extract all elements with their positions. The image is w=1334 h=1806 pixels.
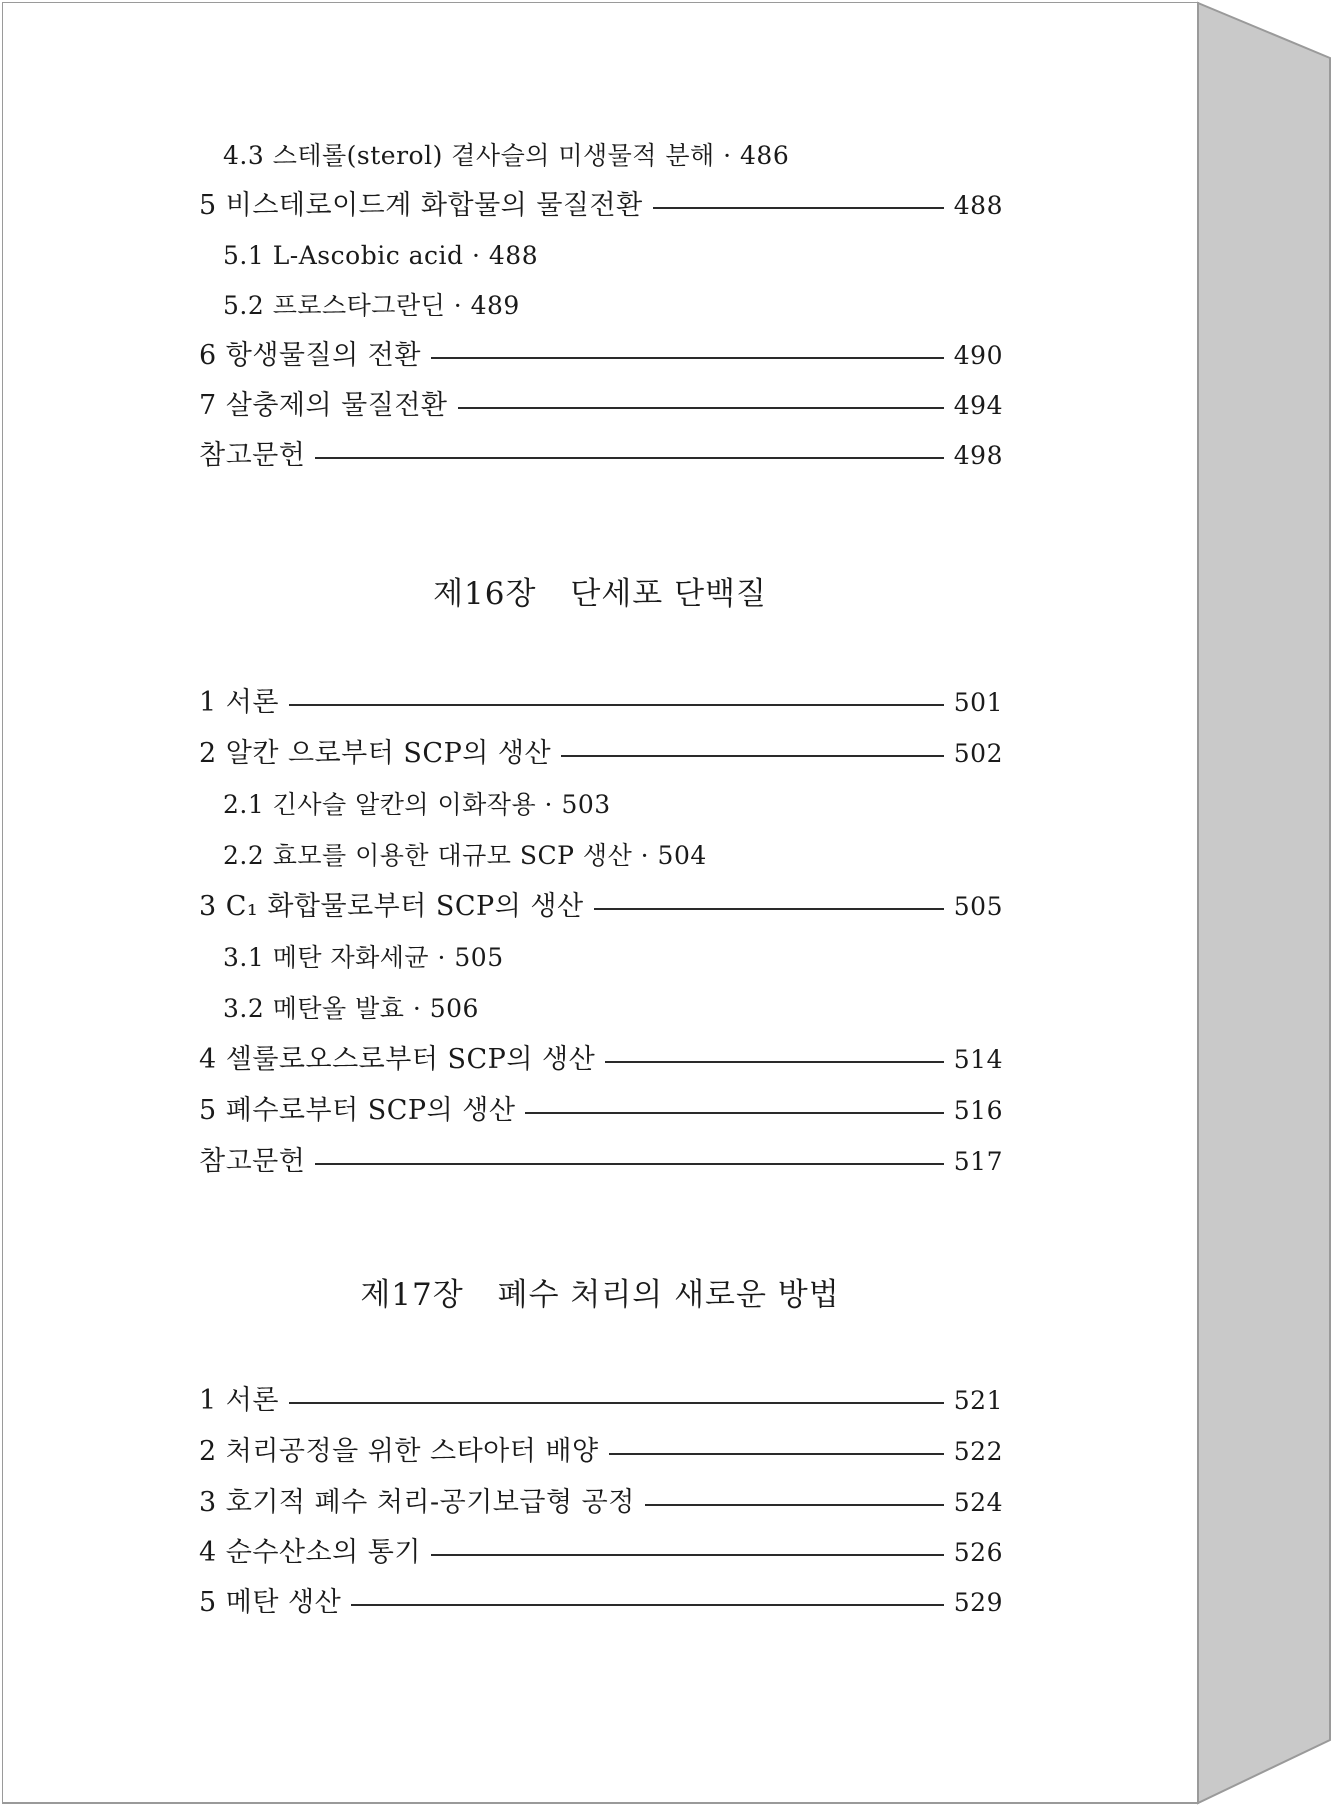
toc-entry: [199, 887, 1003, 927]
toc-entry-page: 501: [953, 688, 1003, 717]
chapter-number: 제16장: [433, 576, 537, 612]
toc-entry: [199, 336, 1003, 376]
toc-entry: [199, 386, 1003, 426]
toc-entry-page: 517: [953, 1147, 1003, 1176]
toc-entry-page: 522: [953, 1437, 1003, 1466]
toc-entry-page: 494: [953, 391, 1003, 420]
toc-entry-label: 5 비스테로이드계 화합물의 물질전환: [199, 190, 643, 221]
toc-entry-label: 7 살충제의 물질전환: [199, 390, 448, 421]
toc-entry: [223, 836, 1027, 876]
toc-entry: [223, 136, 1027, 176]
toc-entry-page: 524: [953, 1488, 1003, 1517]
toc-entry-page: 502: [953, 739, 1003, 768]
leader-line: [289, 704, 944, 706]
leader-line: [351, 1604, 944, 1606]
toc-entry-label: 2 처리공정을 위한 스타아터 배양: [199, 1436, 599, 1467]
toc-entry-page: 521: [953, 1386, 1003, 1415]
toc-entry-label: 1 서론: [199, 687, 279, 718]
toc-entry-label: 2 알칸 으로부터 SCP의 생산: [199, 738, 552, 769]
toc-entry: [199, 436, 1003, 476]
leader-line: [605, 1061, 944, 1063]
toc-entry: [223, 989, 1027, 1029]
toc-entry: [199, 1381, 1003, 1421]
table-of-contents: [3, 3, 1197, 1802]
toc-entry-label: 6 항생물질의 전환: [199, 340, 421, 371]
toc-entry-label: 5.2 프로스타그란딘 · 489: [223, 291, 520, 320]
toc-entry-page: 488: [953, 191, 1003, 220]
leader-line: [525, 1112, 943, 1114]
leader-line: [561, 755, 944, 757]
toc-entry: [199, 1483, 1003, 1523]
toc-entry-page: 505: [953, 892, 1003, 921]
toc-entry-page: 498: [953, 441, 1003, 470]
toc-entry-page: 526: [953, 1538, 1003, 1567]
toc-entry-label: 2.1 긴사슬 알칸의 이화작용 · 503: [223, 790, 611, 819]
toc-entry: [223, 938, 1027, 978]
leader-line: [315, 1163, 943, 1165]
toc-entry-label: 2.2 효모를 이용한 대규모 SCP 생산 · 504: [223, 841, 707, 870]
toc-entry-label: 5 메탄 생산: [199, 1587, 342, 1618]
leader-line: [431, 357, 944, 359]
book-spine-side: [1198, 3, 1330, 1803]
toc-entry: [199, 683, 1003, 723]
leader-line: [645, 1504, 944, 1506]
toc-entry-page: 490: [953, 341, 1003, 370]
toc-entry-label: 5 폐수로부터 SCP의 생산: [199, 1095, 516, 1126]
toc-entry-page: 529: [953, 1588, 1003, 1617]
toc-entry: [199, 1040, 1003, 1080]
toc-entry-label: 4 순수산소의 통기: [199, 1537, 421, 1568]
toc-entry: [199, 186, 1003, 226]
toc-entry: [223, 785, 1027, 825]
chapter-heading-16: [3, 569, 1197, 619]
toc-entry: [199, 1432, 1003, 1472]
toc-entry-label: 3 호기적 폐수 처리-공기보급형 공정: [199, 1487, 635, 1518]
chapter-title: 단세포 단백질: [570, 576, 767, 612]
toc-entry-page: 516: [953, 1096, 1003, 1125]
toc-entry: [199, 1091, 1003, 1131]
leader-line: [609, 1453, 944, 1455]
toc-page: [3, 3, 1197, 1802]
leader-line: [315, 457, 943, 459]
toc-entry-page: 514: [953, 1045, 1003, 1074]
toc-entry: [223, 286, 1027, 326]
toc-entry-label: 5.1 L-Ascobic acid · 488: [223, 241, 539, 270]
toc-entry-label: 참고문헌: [199, 440, 306, 471]
toc-entry: [223, 236, 1027, 276]
toc-entry-label: 3 C₁ 화합물로부터 SCP의 생산: [199, 891, 584, 922]
toc-entry: [199, 1583, 1003, 1623]
toc-entry: [199, 1533, 1003, 1573]
leader-line: [431, 1554, 944, 1556]
chapter-number: 제17장: [360, 1277, 464, 1313]
chapter-title: 폐수 처리의 새로운 방법: [497, 1277, 840, 1313]
toc-entry-label: 3.1 메탄 자화세균 · 505: [223, 943, 504, 972]
toc-entry: [199, 1142, 1003, 1182]
leader-line: [458, 407, 944, 409]
toc-entry-label: 4 셀룰로오스로부터 SCP의 생산: [199, 1044, 596, 1075]
leader-line: [289, 1402, 944, 1404]
toc-entry: [199, 734, 1003, 774]
leader-line: [594, 908, 944, 910]
leader-line: [653, 207, 944, 209]
toc-entry-label: 4.3 스테롤(sterol) 곁사슬의 미생물적 분해 · 486: [223, 141, 790, 170]
chapter-heading-17: [3, 1270, 1197, 1320]
toc-entry-label: 1 서론: [199, 1385, 279, 1416]
toc-entry-label: 3.2 메탄올 발효 · 506: [223, 994, 479, 1023]
toc-entry-label: 참고문헌: [199, 1146, 306, 1177]
